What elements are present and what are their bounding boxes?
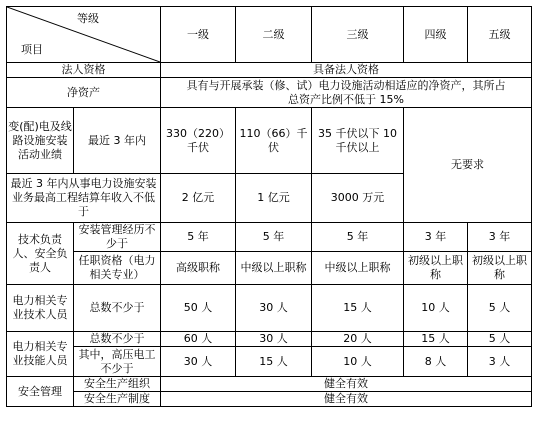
experience-level-5: 3 年 [468,223,532,252]
tech-lead-title-row [7,252,532,285]
income-level-1: 2 亿元 [161,174,236,223]
net-assets-value [161,78,532,108]
skill-total-level-3: 20 人 [312,332,404,347]
safety-org-label: 安全生产组织 [74,377,161,392]
tech-staff-level-5: 5 人 [468,285,532,332]
skill-staff-total-label: 总数不少于 [74,332,161,347]
performance-level-3: 35 千伏以下 10 千伏以上 [312,108,404,174]
skill-staff-total-row [7,332,532,347]
net-assets-line-1: 具有与开展承装（修、试）电力设施活动相适应的净资产，其所占 [186,78,506,92]
net-assets-line-2: 总资产比例不低于 15% [288,92,404,106]
hv-electrician-label: 其中，高压电工不少于 [74,347,161,377]
income-level-3: 3000 万元 [312,174,404,223]
tech-staff-level-4: 10 人 [404,285,468,332]
hv-level-3: 10 人 [312,347,404,377]
header-level-label: 等级 [77,12,99,25]
safety-system-row [7,392,532,407]
performance-period: 最近 3 年内 [74,108,161,174]
safety-system-label: 安全生产制度 [74,392,161,407]
no-requirement-cell: 无要求 [404,108,532,223]
performance-level-1: 330（220）千伏 [161,108,236,174]
tech-staff-level-2: 30 人 [236,285,312,332]
safety-org-value: 健全有效 [161,377,532,392]
income-label: 最近 3 年内从事电力设施安装业务最高工程结算年收入不低于 [7,174,161,223]
experience-label: 安装管理经历不少于 [74,223,161,252]
title-level-5: 初级以上职称 [468,252,532,285]
tech-staff-sub-label: 总数不少于 [74,285,161,332]
level-3-header: 三级 [312,7,404,63]
performance-label: 变(配)电及线路设施安装活动业绩 [7,108,74,174]
header-item-label: 项目 [21,43,43,56]
net-assets-label: 净资产 [7,78,161,108]
experience-level-2: 5 年 [236,223,312,252]
title-level-4: 初级以上职称 [404,252,468,285]
safety-org-row [7,377,532,392]
tech-lead-experience-row [7,223,532,252]
skill-total-level-1: 60 人 [161,332,236,347]
level-2-header: 二级 [236,7,312,63]
experience-level-3: 5 年 [312,223,404,252]
title-level-1: 高级职称 [161,252,236,285]
skill-staff-label: 电力相关专业技能人员 [7,332,74,377]
skill-total-level-4: 15 人 [404,332,468,347]
hv-level-2: 15 人 [236,347,312,377]
safety-system-value: 健全有效 [161,392,532,407]
safety-label: 安全管理 [7,377,74,407]
skill-staff-hv-row [7,347,532,377]
hv-level-4: 8 人 [404,347,468,377]
level-4-header: 四级 [404,7,468,63]
skill-total-level-2: 30 人 [236,332,312,347]
hv-level-1: 30 人 [161,347,236,377]
header-row [7,7,532,63]
experience-level-4: 3 年 [404,223,468,252]
tech-lead-label: 技术负责人、安全负责人 [7,223,74,285]
title-level-3: 中级以上职称 [312,252,404,285]
net-assets-row [7,78,532,108]
tech-staff-row [7,285,532,332]
performance-row [7,108,532,174]
performance-level-2: 110（66）千伏 [236,108,312,174]
tech-staff-level-3: 15 人 [312,285,404,332]
legal-row [7,63,532,78]
header-diagonal-cell [7,7,161,63]
hv-level-5: 3 人 [468,347,532,377]
title-qualification-label: 任职资格（电力相关专业） [74,252,161,285]
title-level-2: 中级以上职称 [236,252,312,285]
level-1-header: 一级 [161,7,236,63]
legal-value: 具备法人资格 [161,63,532,78]
level-5-header: 五级 [468,7,532,63]
income-level-2: 1 亿元 [236,174,312,223]
qualification-table [6,6,532,407]
tech-staff-label: 电力相关专业技术人员 [7,285,74,332]
tech-staff-level-1: 50 人 [161,285,236,332]
experience-level-1: 5 年 [161,223,236,252]
skill-total-level-5: 5 人 [468,332,532,347]
legal-label: 法人资格 [7,63,161,78]
